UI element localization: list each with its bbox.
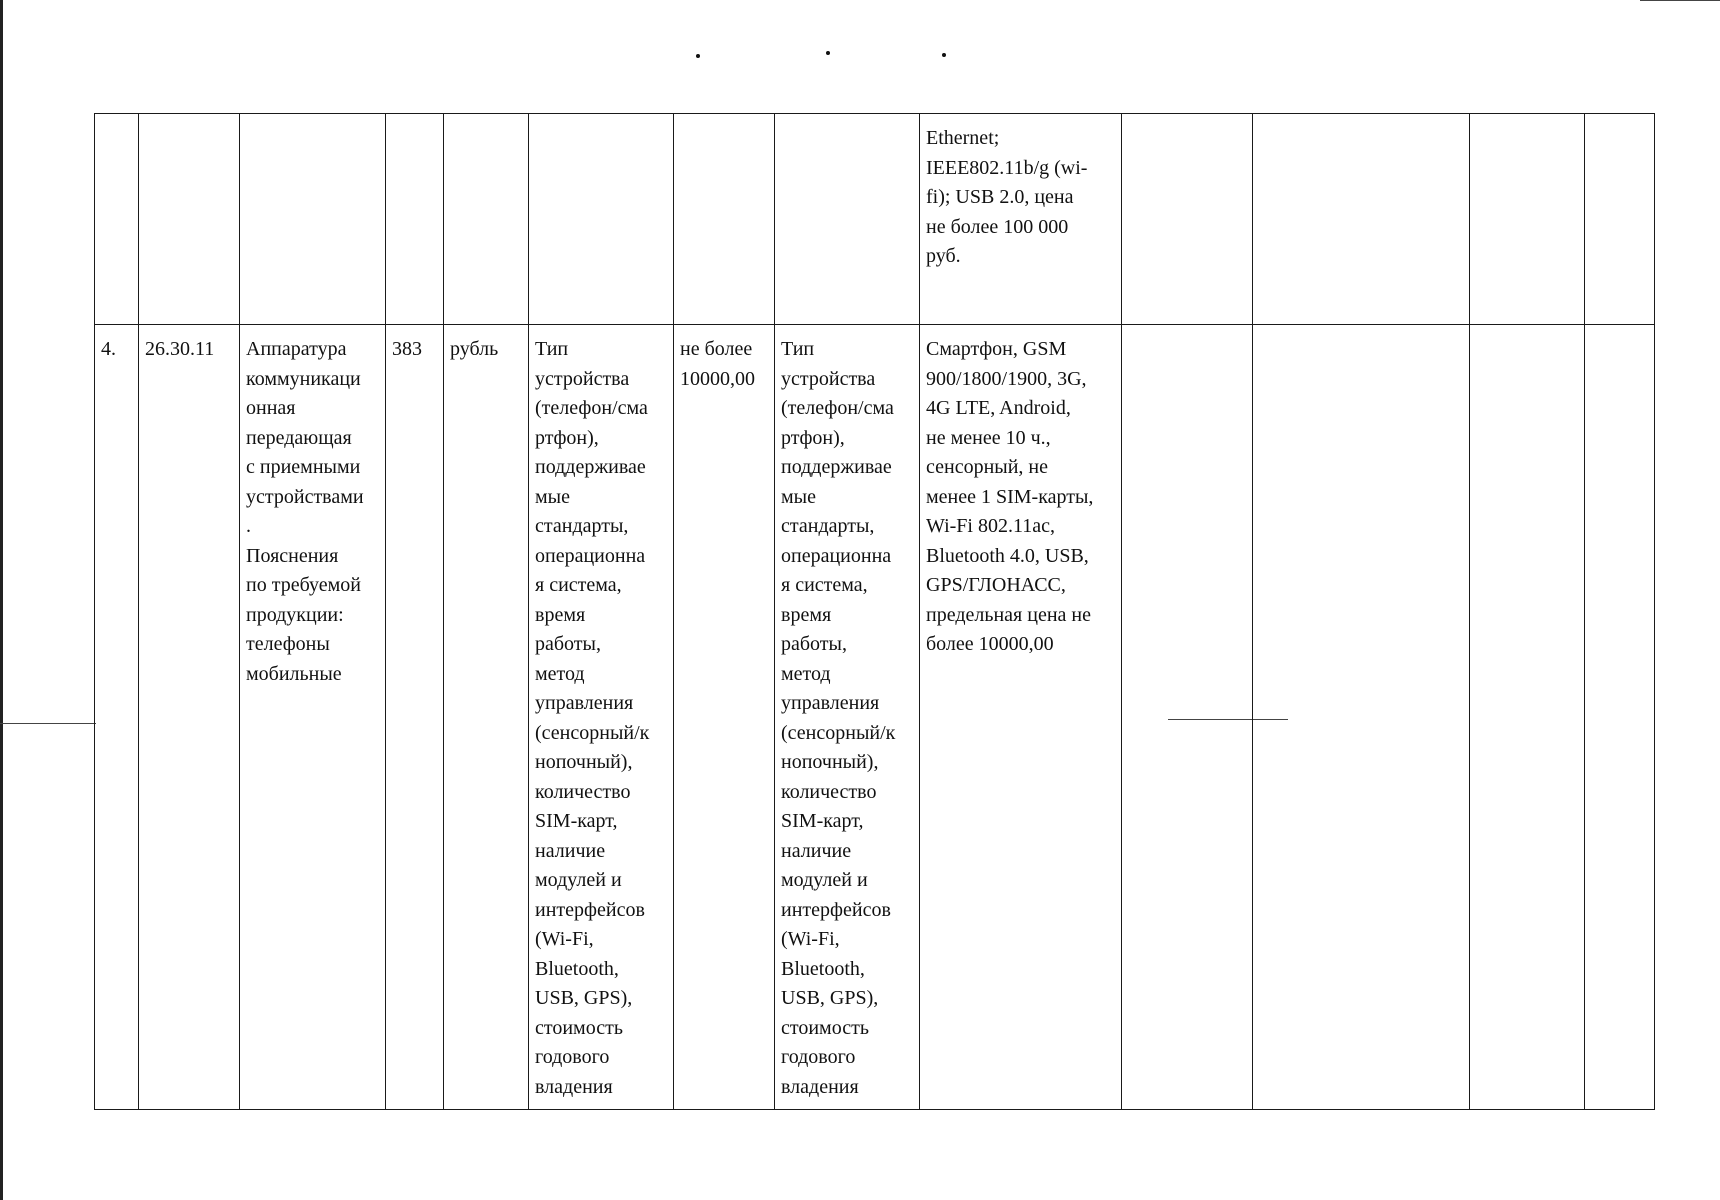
cell-characteristics-2 (775, 325, 920, 1110)
cell-unit-name (444, 325, 529, 1110)
scan-artifact-line (1640, 0, 1720, 1)
cell-number (95, 325, 139, 1110)
cell-unit-code (386, 325, 444, 1110)
cell-col-12 (1470, 325, 1585, 1110)
scan-edge-mark (0, 0, 3, 1200)
cell-values (920, 325, 1122, 1110)
cell-name (240, 325, 386, 1110)
cell-name (240, 114, 386, 325)
item-number: 4. (101, 338, 116, 360)
cell-col-11 (1253, 114, 1470, 325)
scan-speck (696, 54, 700, 58)
continuation-row (95, 114, 1655, 325)
cell-col-13 (1585, 325, 1655, 1110)
cell-text: Ethernet; IEEE802.11b/g (wi- fi); USB 2.0, цена не более 100 000 руб. (926, 127, 1088, 267)
item-name: Аппаратура коммуникаци онная передающая с приемными устройствами . Пояснения по требуемой продукции: телефоны мобильные (246, 338, 364, 685)
cell-unit-name (444, 114, 529, 325)
cell-code (139, 114, 240, 325)
cell-col-10 (1122, 114, 1253, 325)
cell-col-10 (1122, 325, 1253, 1110)
cell-number (95, 114, 139, 325)
procurement-table (94, 113, 1655, 1110)
item-code: 26.30.11 (145, 338, 215, 360)
cell-price-limit (674, 325, 775, 1110)
cell-characteristics-2 (775, 114, 920, 325)
cell-code (139, 325, 240, 1110)
item-unit-code: 383 (392, 338, 422, 360)
scan-speck (826, 51, 830, 55)
item-price-limit: не более 10000,00 (680, 338, 755, 390)
cell-col-12 (1470, 114, 1585, 325)
item-values: Смартфон, GSM 900/1800/1900, 3G, 4G LTE, Android, не менее 10 ч., сенсорный, не менее 1 SIM-карты, Wi-Fi 802.11ac, Bluetooth 4.0, USB, GPS/ГЛОНАСС, предельная цена не более 10000,00 (926, 338, 1094, 655)
cell-unit-code (386, 114, 444, 325)
cell-col-13 (1585, 114, 1655, 325)
item-characteristics-2: Тип устройства (телефон/сма ртфон), поддерживае мые стандарты, операционна я система, время работы, метод управления (сенсорный/к нопочный), количество SIM-карт, наличие модулей и интерфейсов (Wi-Fi, Bluetooth, USB, GPS), стоимость годового владения (781, 338, 896, 1098)
cell-col-11 (1253, 325, 1470, 1110)
scan-artifact-line (0, 723, 96, 724)
cell-characteristics (529, 114, 674, 325)
item-row-4 (95, 325, 1655, 1110)
cell-values (920, 114, 1122, 325)
item-characteristics: Тип устройства (телефон/сма ртфон), поддерживае мые стандарты, операционна я система, время работы, метод управления (сенсорный/к нопочный), количество SIM-карт, наличие модулей и интерфейсов (Wi-Fi, Bluetooth, USB, GPS), стоимость годового владения (535, 338, 650, 1098)
cell-characteristics (529, 325, 674, 1110)
cell-price-limit (674, 114, 775, 325)
item-unit-name: рубль (450, 338, 499, 360)
scan-speck (942, 53, 946, 57)
